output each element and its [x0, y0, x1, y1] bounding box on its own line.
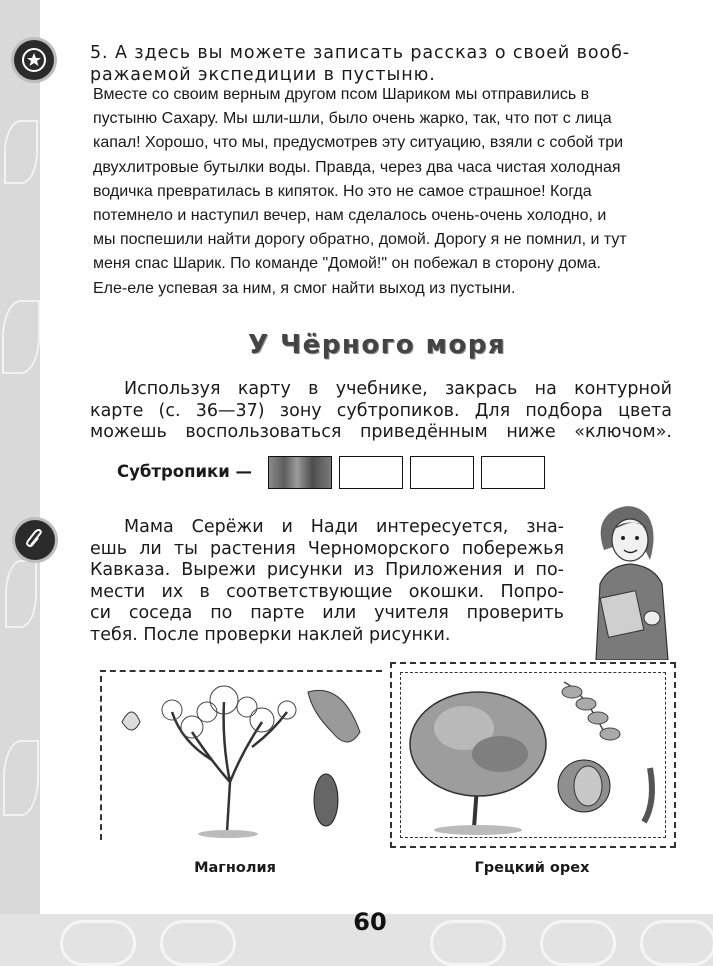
plants-task-line: мести их в соответствующие окошки. Попро- — [90, 581, 564, 602]
left-margin-decoration — [0, 0, 40, 966]
story-line: капал! Хорошо, что мы, предусмотрев эту ситуацию, взяли с собой три — [93, 134, 624, 152]
story-line: Еле-еле успевая за ним, я смог найти выход из пустыни. — [93, 279, 516, 297]
map-task-line: можешь воспользоваться приведённым ниже «ключом». — [90, 422, 672, 442]
story-line: меня спас Шарик. По команде "Домой!" он побежал в сторону дома. — [93, 255, 601, 273]
color-key-swatch-empty[interactable] — [481, 456, 545, 489]
walnut-caption: Грецкий орех — [474, 860, 590, 876]
section-title: У Чёрного моря — [248, 330, 507, 360]
story-line: пустыню Сахару. Мы шли-шли, было очень жарко, так, что пот с лица — [93, 110, 612, 128]
plants-task-line: ешь ли ты растения Черноморского побережья — [90, 538, 564, 559]
star-icon — [21, 47, 47, 73]
plants-task-line: тебя. После проверки наклей рисунки. — [90, 624, 451, 645]
story-line: двухлитровые бутылки воды. Правда, через два часа чистая холодная — [93, 158, 621, 176]
story-line: Вместе со своим верным другом псом Шариком мы отправились в — [93, 86, 590, 103]
plants-task-text — [90, 517, 564, 646]
walnut-tree-icon — [404, 672, 666, 836]
story-answer — [93, 83, 693, 301]
plants-task-line: си соседа по парте или учителя проверить — [90, 603, 564, 623]
story-line: мы поспешили найти дорогу обратно, домой. Дорогу я не помнил, и тут — [93, 231, 627, 249]
story-line: водичка превратилась в кипяток. Но это не самое страшное! Когда — [93, 182, 592, 200]
paperclip-icon — [23, 528, 47, 552]
map-task-line: Используя карту в учебнике, закрась на контурной — [124, 379, 672, 399]
star-task-badge — [14, 40, 54, 80]
color-key-swatch-empty[interactable] — [339, 456, 403, 489]
paperclip-task-badge — [15, 520, 55, 560]
girl-with-book-illustration — [582, 502, 682, 660]
task5-line1: 5. А здесь вы можете записать рассказ о своей вооб- — [90, 43, 630, 63]
color-key-label: Субтропики — — [117, 462, 253, 481]
page-number: 60 — [353, 908, 387, 936]
map-task-text — [90, 379, 672, 444]
magnolia-frame-edge — [100, 676, 104, 840]
color-key-swatch-filled — [268, 456, 332, 489]
map-task-line: карте (с. 36—37) зону субтропиков. Для подбора цвета — [90, 400, 672, 421]
plants-task-line: Кавказа. Вырежи рисунки из Приложения и по- — [90, 560, 564, 580]
task-number: 5. — [90, 43, 109, 63]
task5-line2: ражаемой экспедиции в пустыню. — [90, 65, 436, 85]
color-key-swatch-empty[interactable] — [410, 456, 474, 489]
plants-task-line: Мама Серёжи и Нади интересуется, зна- — [124, 517, 564, 537]
magnolia-tree-icon — [112, 672, 372, 840]
story-line: потемнело и наступил вечер, нам сделалось очень-очень холодно, и — [93, 207, 607, 225]
magnolia-caption: Магнолия — [194, 860, 276, 876]
